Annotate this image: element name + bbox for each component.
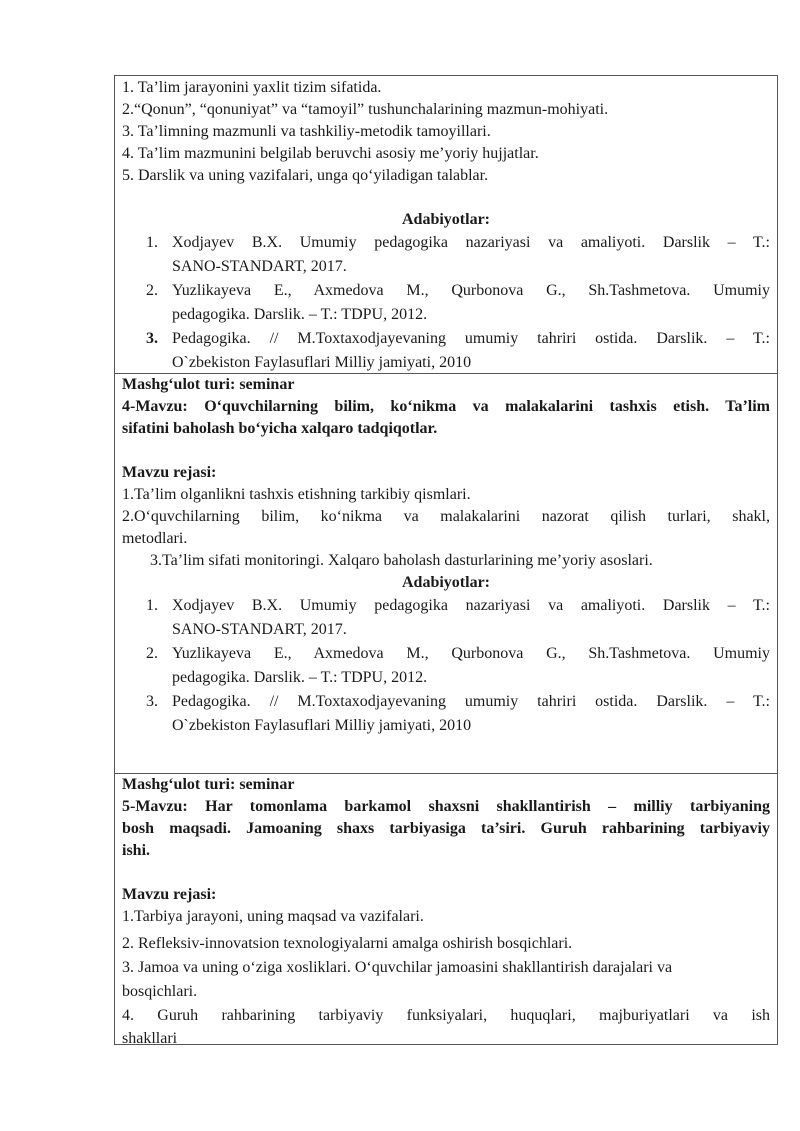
syllabus-table	[114, 75, 778, 1045]
reference-text: O`zbekiston Faylasuflari Milliy jamiyati, 2010	[172, 354, 472, 371]
plan-item: 2.O‘quvchilarning bilim, ko‘nikma va malakalarini nazorat qilish turlari, shakl,	[122, 508, 770, 525]
plan-item: 1. Ta’lim jarayonini yaxlit tizim sifatida.	[122, 79, 382, 96]
plan-item: 2.“Qonun”, “qonuniyat” va “tamoyil” tushunchalarining mazmun-mohiyati.	[122, 101, 609, 118]
reference-number: 3.	[146, 693, 158, 710]
topic-title: 5-Mavzu: Har tomonlama barkamol shaxsni shakllantirish – milliy tarbiyaning	[122, 798, 770, 815]
session-type: Mashg‘ulot turi: seminar	[122, 776, 295, 793]
plan-item: 4. Ta’lim mazmunini belgilab beruvchi asosiy me’yoriy hujjatlar.	[122, 145, 539, 162]
reference-item	[146, 231, 770, 279]
topic-title: 4-Mavzu: O‘quvchilarning bilim, ko‘nikma va malakalarini tashxis etish. Ta’lim	[122, 398, 770, 415]
references-heading: Adabiyotlar:	[402, 211, 490, 228]
reference-text: Xodjayev B.X. Umumiy pedagogika nazariyasi va amaliyoti. Darslik – T.:	[172, 597, 770, 614]
reference-item	[146, 690, 770, 738]
reference-text: SANO-STANDART, 2017.	[172, 621, 347, 638]
reference-text: Xodjayev B.X. Umumiy pedagogika nazariyasi va amaliyoti. Darslik – T.:	[172, 234, 770, 251]
session-type: Mashg‘ulot turi: seminar	[122, 376, 295, 393]
plan-heading: Mavzu rejasi:	[122, 464, 217, 481]
reference-item	[146, 642, 770, 690]
reference-item	[146, 279, 770, 327]
plan-item: 5. Darslik va uning vazifalari, unga qo‘yiladigan talablar.	[122, 167, 489, 184]
reference-text: pedagogika. Darslik. – T.: TDPU, 2012.	[172, 669, 428, 686]
references-heading: Adabiyotlar:	[402, 574, 490, 591]
topic-title: ishi.	[122, 842, 151, 859]
plan-item: 3.Ta’lim sifati monitoringi. Xalqaro baholash dasturlarining me’yoriy asoslari.	[150, 552, 653, 569]
reference-text: O`zbekiston Faylasuflari Milliy jamiyati, 2010	[172, 717, 472, 734]
reference-number: 1.	[146, 597, 158, 614]
plan-heading: Mavzu rejasi:	[122, 886, 217, 903]
references-list	[122, 231, 770, 375]
plan-item: 1.Ta’lim olganlikni tashxis etishning tarkibiy qismlari.	[122, 486, 471, 503]
reference-text: Pedagogika. // M.Toxtaxodjayevaning umumiy tahriri ostida. Darslik. – T.:	[172, 693, 770, 710]
reference-text: SANO-STANDART, 2017.	[172, 258, 347, 275]
reference-text: pedagogika. Darslik. – T.: TDPU, 2012.	[172, 306, 428, 323]
topic-cell-5	[115, 773, 777, 1047]
reference-number: 3.	[146, 330, 158, 347]
reference-text: Yuzlikayeva E., Axmedova M., Qurbonova G., Sh.Tashmetova. Umumiy	[172, 645, 770, 662]
plan-item: bosqichlari.	[122, 983, 198, 1000]
reference-text: Yuzlikayeva E., Axmedova M., Qurbonova G., Sh.Tashmetova. Umumiy	[172, 282, 770, 299]
plan-item: shakllari	[122, 1030, 178, 1047]
plan-item: 2. Refleksiv-innovatsion texnologiyalarni amalga oshirish bosqichlari.	[122, 935, 573, 952]
reference-item	[146, 327, 770, 375]
plan-item: metodlari.	[122, 530, 188, 547]
plan-item: 4. Guruh rahbarining tarbiyaviy funksiyalari, huquqlari, majburiyatlari va ish	[122, 1007, 770, 1024]
reference-number: 2.	[146, 645, 158, 662]
references-list	[122, 594, 770, 738]
reference-text: Pedagogika. // M.Toxtaxodjayevaning umumiy tahriri ostida. Darslik. – T.:	[172, 330, 770, 347]
topic-cell-3	[115, 76, 777, 373]
plan-item: 3. Jamoa va uning o‘ziga xosliklari. O‘quvchilar jamoasini shakllantirish darajalari va	[122, 959, 673, 976]
topic-cell-4	[115, 373, 777, 773]
reference-number: 1.	[146, 234, 158, 251]
reference-number: 2.	[146, 282, 158, 299]
plan-item: 1.Tarbiya jarayoni, uning maqsad va vazifalari.	[122, 908, 424, 925]
topic-title: bosh maqsadi. Jamoaning shaxs tarbiyasiga ta’siri. Guruh rahbarining tarbiyaviy	[122, 820, 770, 837]
topic-title: sifatini baholash bo‘yicha xalqaro tadqiqotlar.	[122, 420, 438, 437]
reference-item	[146, 594, 770, 642]
plan-item: 3. Ta’limning mazmunli va tashkiliy-metodik tamoyillari.	[122, 123, 491, 140]
